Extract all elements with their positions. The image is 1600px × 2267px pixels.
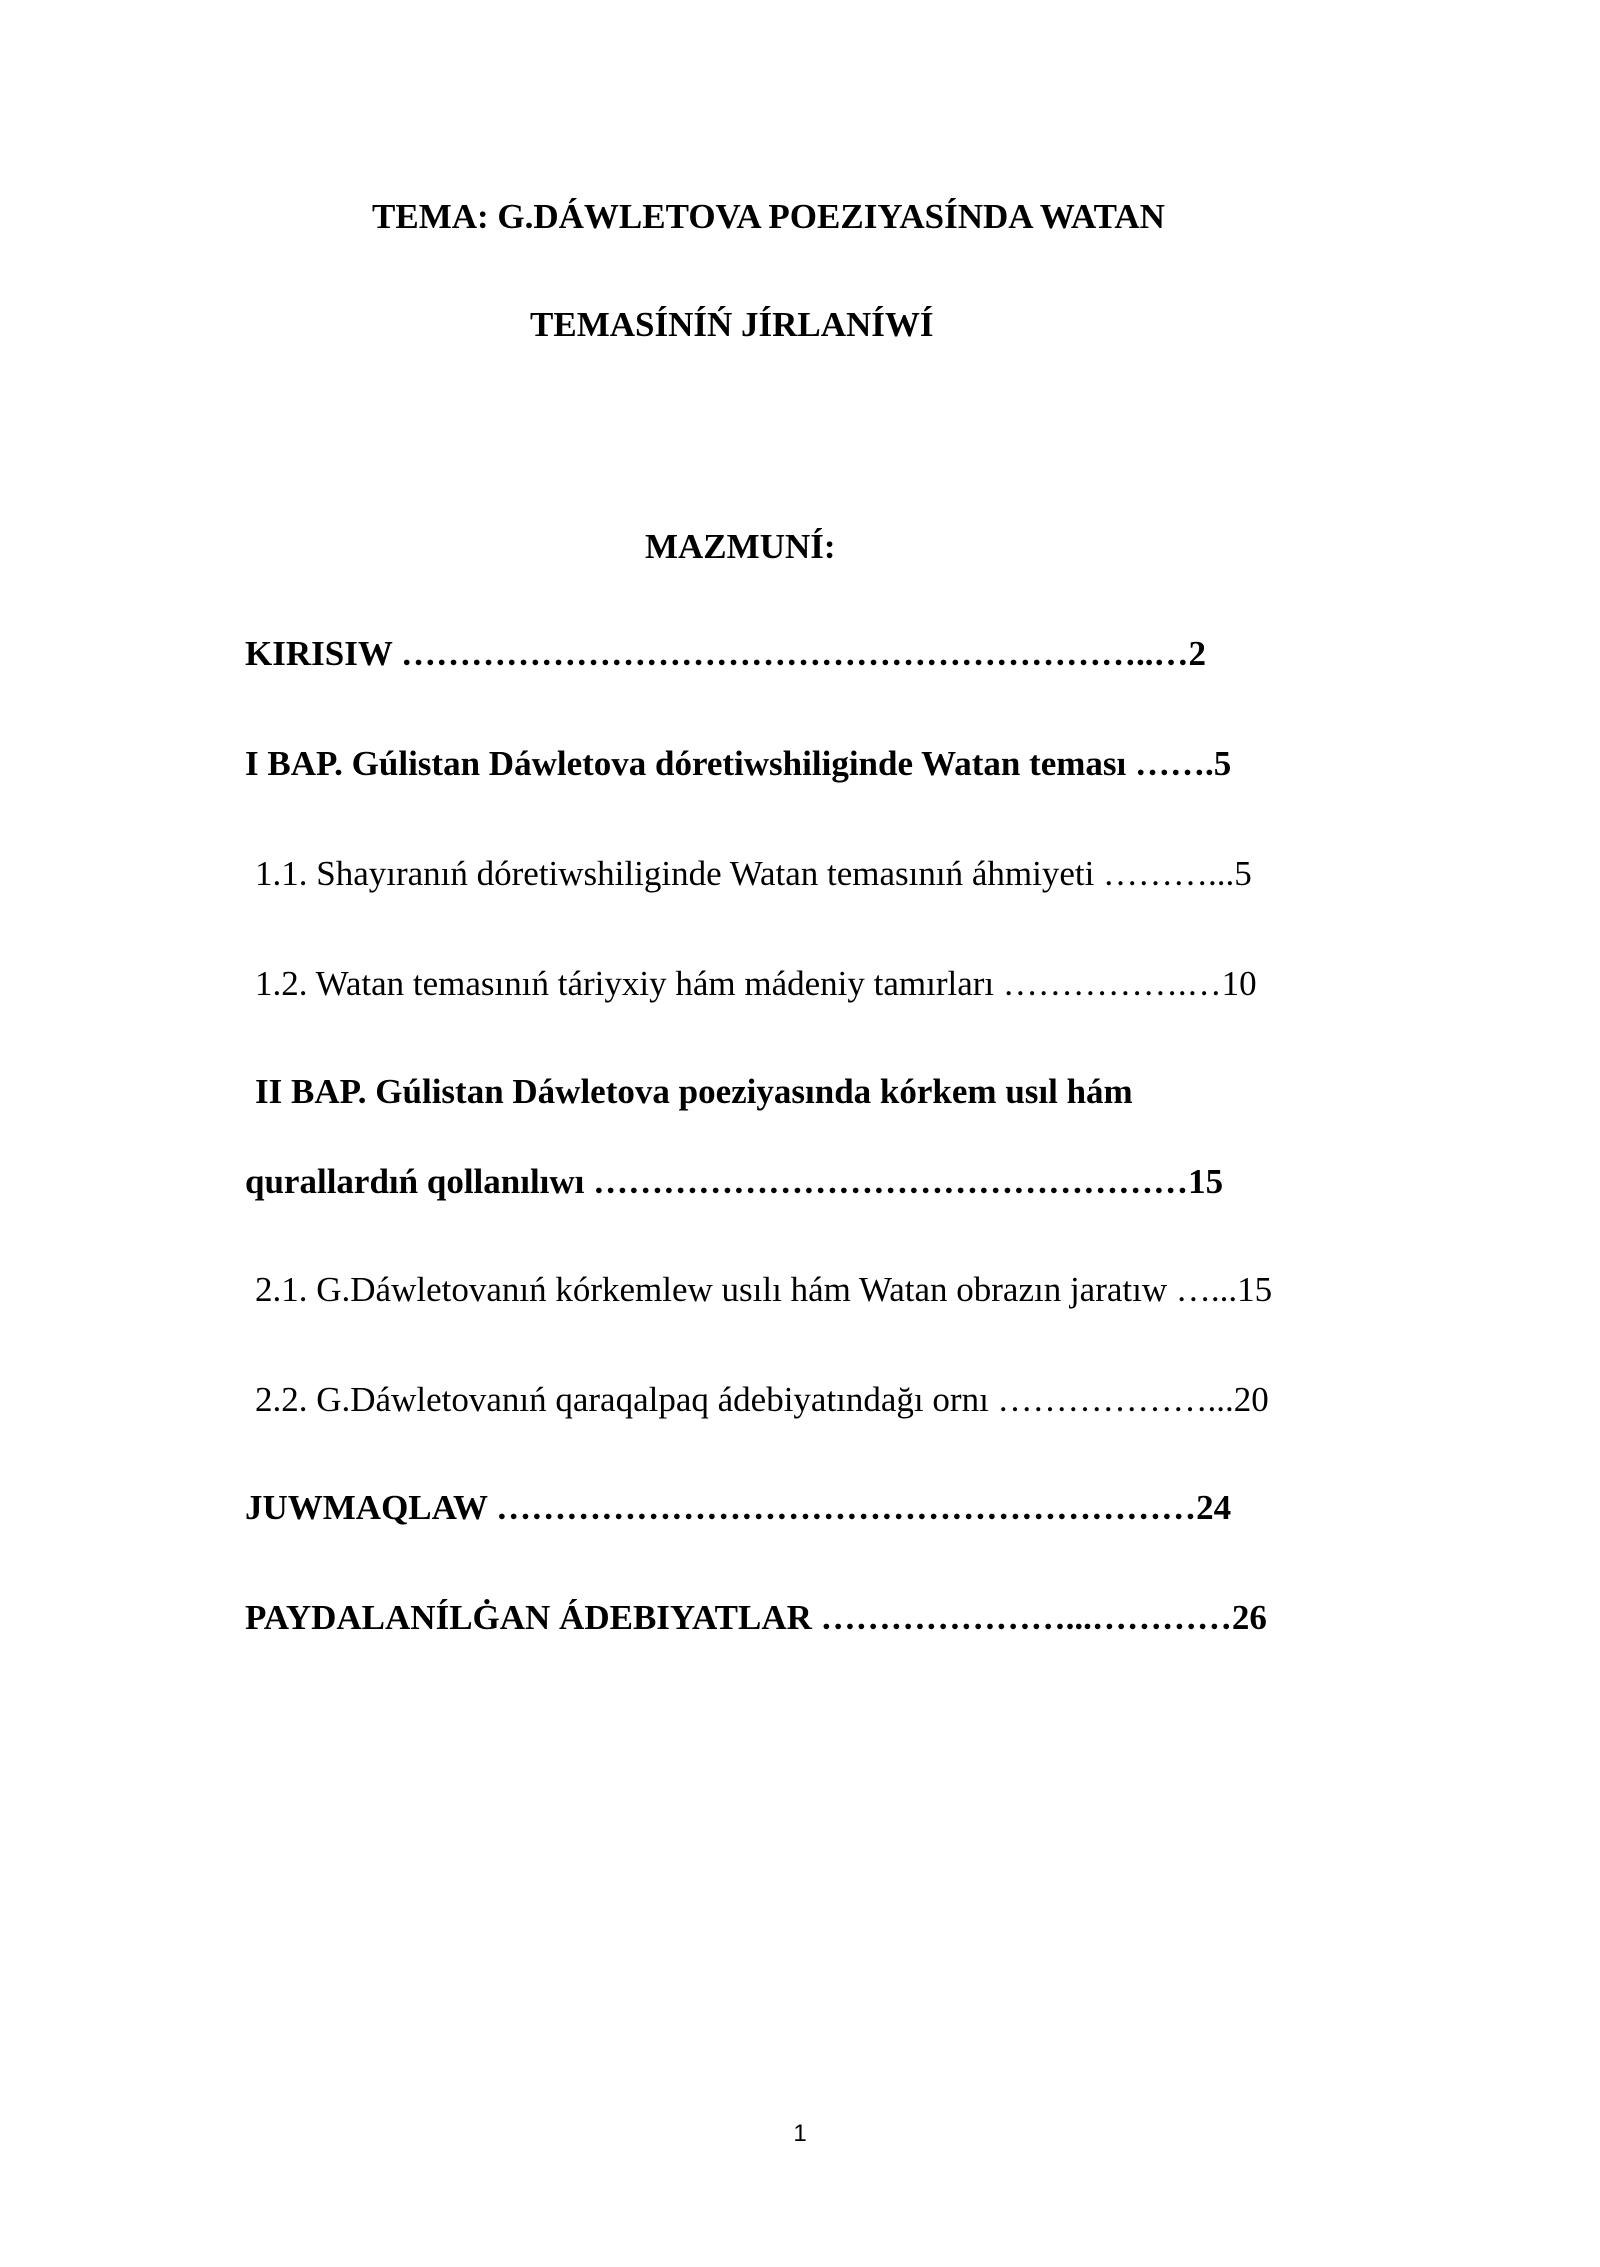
toc-entry-kirisiw: KIRISIW ………………………………………………………..…2: [245, 634, 1206, 673]
page-number: 1: [793, 2120, 807, 2147]
toc-entry-bibliography: PAYDALANÍLĠAN ÁDEBIYATLAR …………………...…………26: [245, 1598, 1267, 1637]
toc-entry-1-2: 1.2. Watan temasınıń táriyxiy hám mádeniy tamırları …………….…10: [255, 964, 1257, 1003]
toc-entry-2-1: 2.1. G.Dáwletovanıń kórkemlew usılı hám Watan obrazın jaratıw …...15: [255, 1270, 1273, 1309]
toc-entry-chapter-1: I BAP. Gúlistan Dáwletova dóretiwshiliginde Watan teması …….5: [245, 744, 1232, 783]
toc-entry-2-2: 2.2. G.Dáwletovanıń qaraqalpaq ádebiyatındağı ornı ………………...20: [255, 1380, 1269, 1419]
title-line-1: TEMA: G.DÁWLETOVA POEZIYASÍNDA WATAN: [372, 197, 1165, 236]
toc-entry-chapter-2-line-2: qurallardıń qollanılıwı ……………………………………………15: [245, 1162, 1224, 1201]
toc-entry-juwmaqlaw: JUWMAQLAW ……………………………………………………24: [245, 1488, 1232, 1527]
toc-entry-chapter-2-line-1: II BAP. Gúlistan Dáwletova poeziyasında kórkem usıl hám: [255, 1072, 1133, 1111]
toc-heading: MAZMUNÍ:: [645, 527, 836, 566]
title-line-2: TEMASÍNÍŃ JÍRLANÍWÍ: [530, 305, 934, 344]
toc-entry-1-1: 1.1. Shayıranıń dóretiwshiliginde Watan temasınıń áhmiyeti ………...5: [255, 854, 1252, 893]
